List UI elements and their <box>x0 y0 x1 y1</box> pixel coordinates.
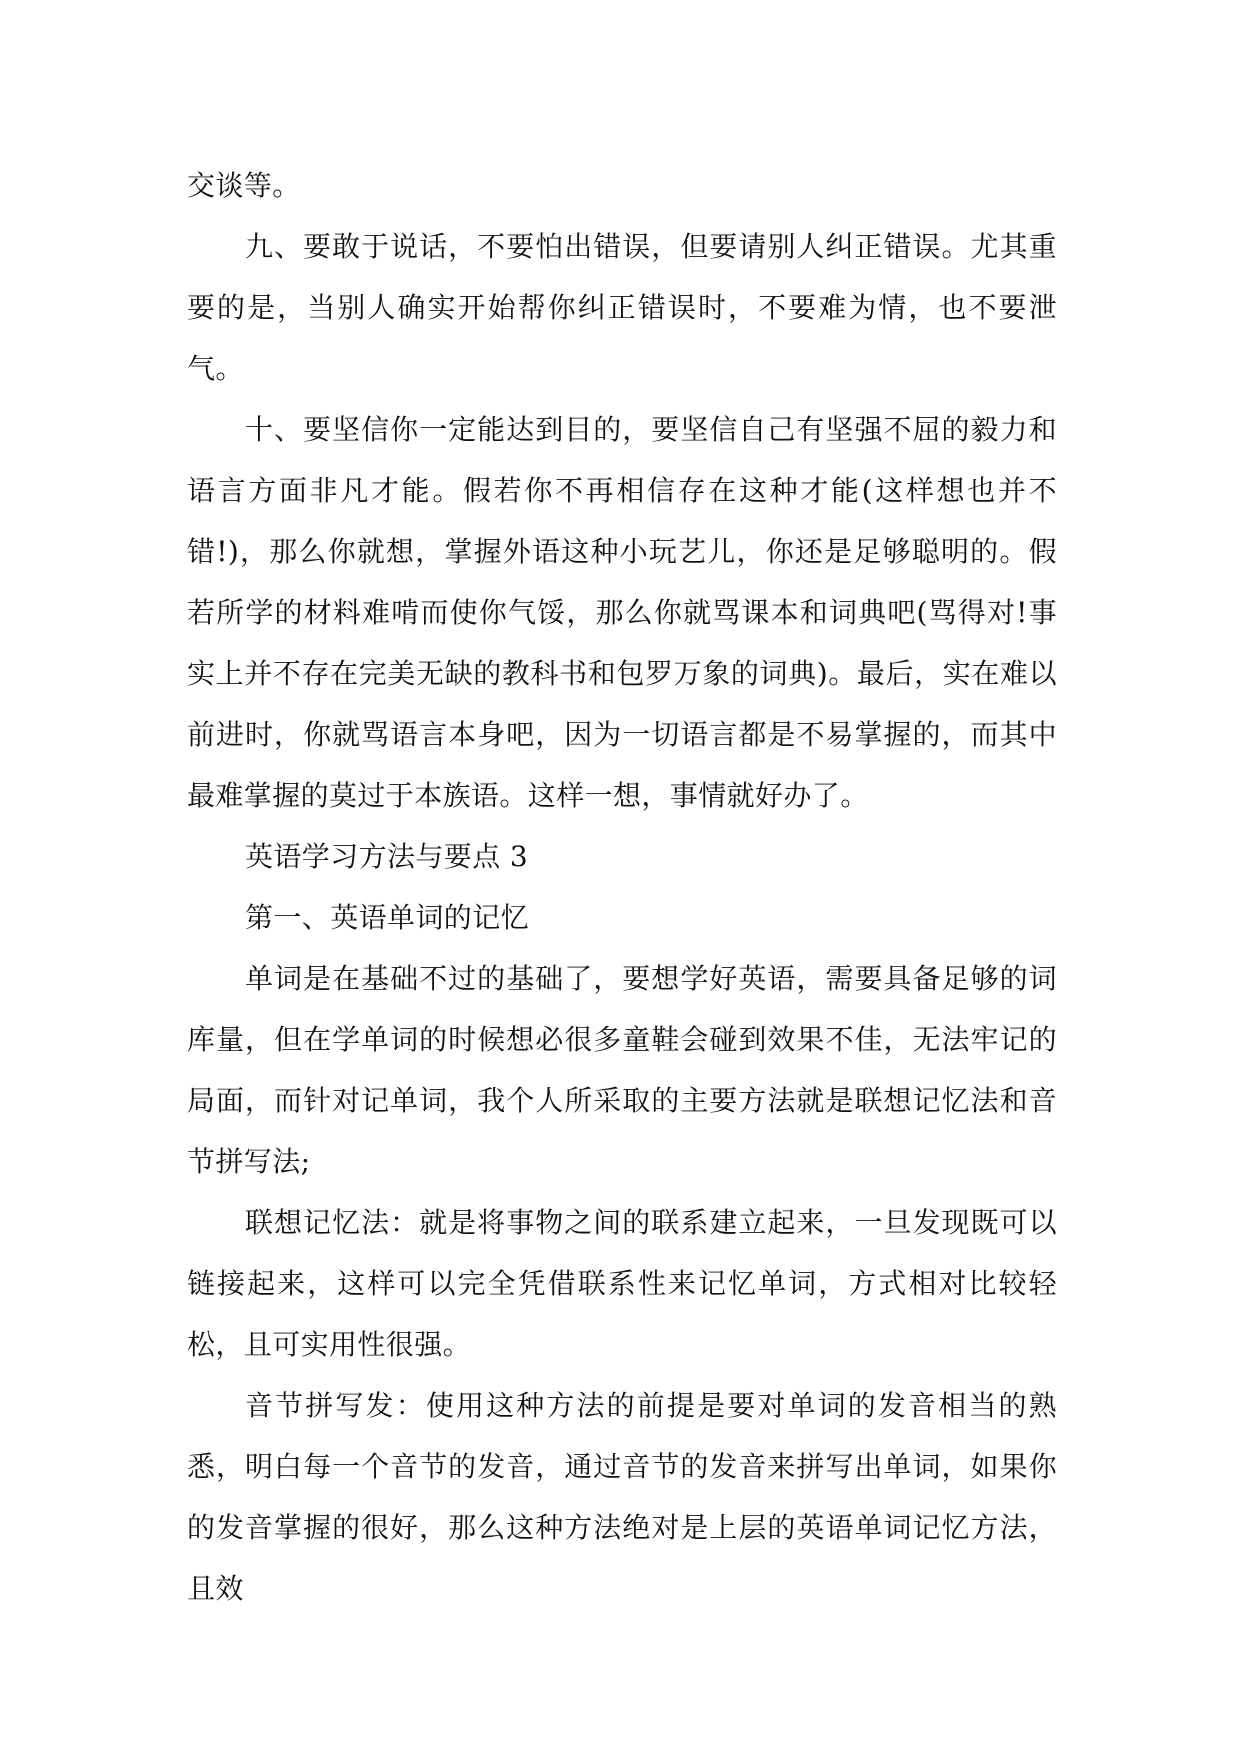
paragraph-continuation: 交谈等。 <box>187 169 301 202</box>
paragraph-syllable-method: 音节拼写发：使用这种方法的前提是要对单词的发音相当的熟悉，明白每一个音节的发音，通过音节的发音来拼写出单词，如果你的发音掌握的很好，那么这种方法绝对是上层的英语单词记忆方法，且效 <box>187 1389 1057 1605</box>
paragraph-word-memory: 单词是在基础不过的基础了，要想学好英语，需要具备足够的词库量，但在学单词的时候想必很多童鞋会碰到效果不佳，无法牢记的局面，而针对记单词，我个人所采取的主要方法就是联想记忆法和音节拼写法; <box>187 962 1057 1178</box>
section-heading: 英语学习方法与要点 3 <box>245 840 529 873</box>
subsection-heading: 第一、英语单词的记忆 <box>245 901 530 934</box>
document-body <box>187 155 1057 1619</box>
paragraph-association-method: 联想记忆法：就是将事物之间的联系建立起来，一旦发现既可以链接起来，这样可以完全凭借联系性来记忆单词，方式相对比较轻松，且可实用性很强。 <box>187 1206 1057 1361</box>
paragraph-tip-ten: 十、要坚信你一定能达到目的，要坚信自己有坚强不屈的毅力和语言方面非凡才能。假若你不再相信存在这种才能(这样想也并不错!)，那么你就想，掌握外语这种小玩艺儿，你还是足够聪明的。假若所学的材料难啃而使你气馁，那么你就骂课本和词典吧(骂得对!事实上并不存在完美无缺的教科书和包罗万象的词典)。最后，实在难以前进时，你就骂语言本身吧，因为一切语言都是不易掌握的，而其中最难掌握的莫过于本族语。这样一想，事情就好办了。 <box>187 413 1057 812</box>
paragraph-tip-nine: 九、要敢于说话，不要怕出错误，但要请别人纠正错误。尤其重要的是，当别人确实开始帮你纠正错误时，不要难为情，也不要泄气。 <box>187 230 1057 385</box>
